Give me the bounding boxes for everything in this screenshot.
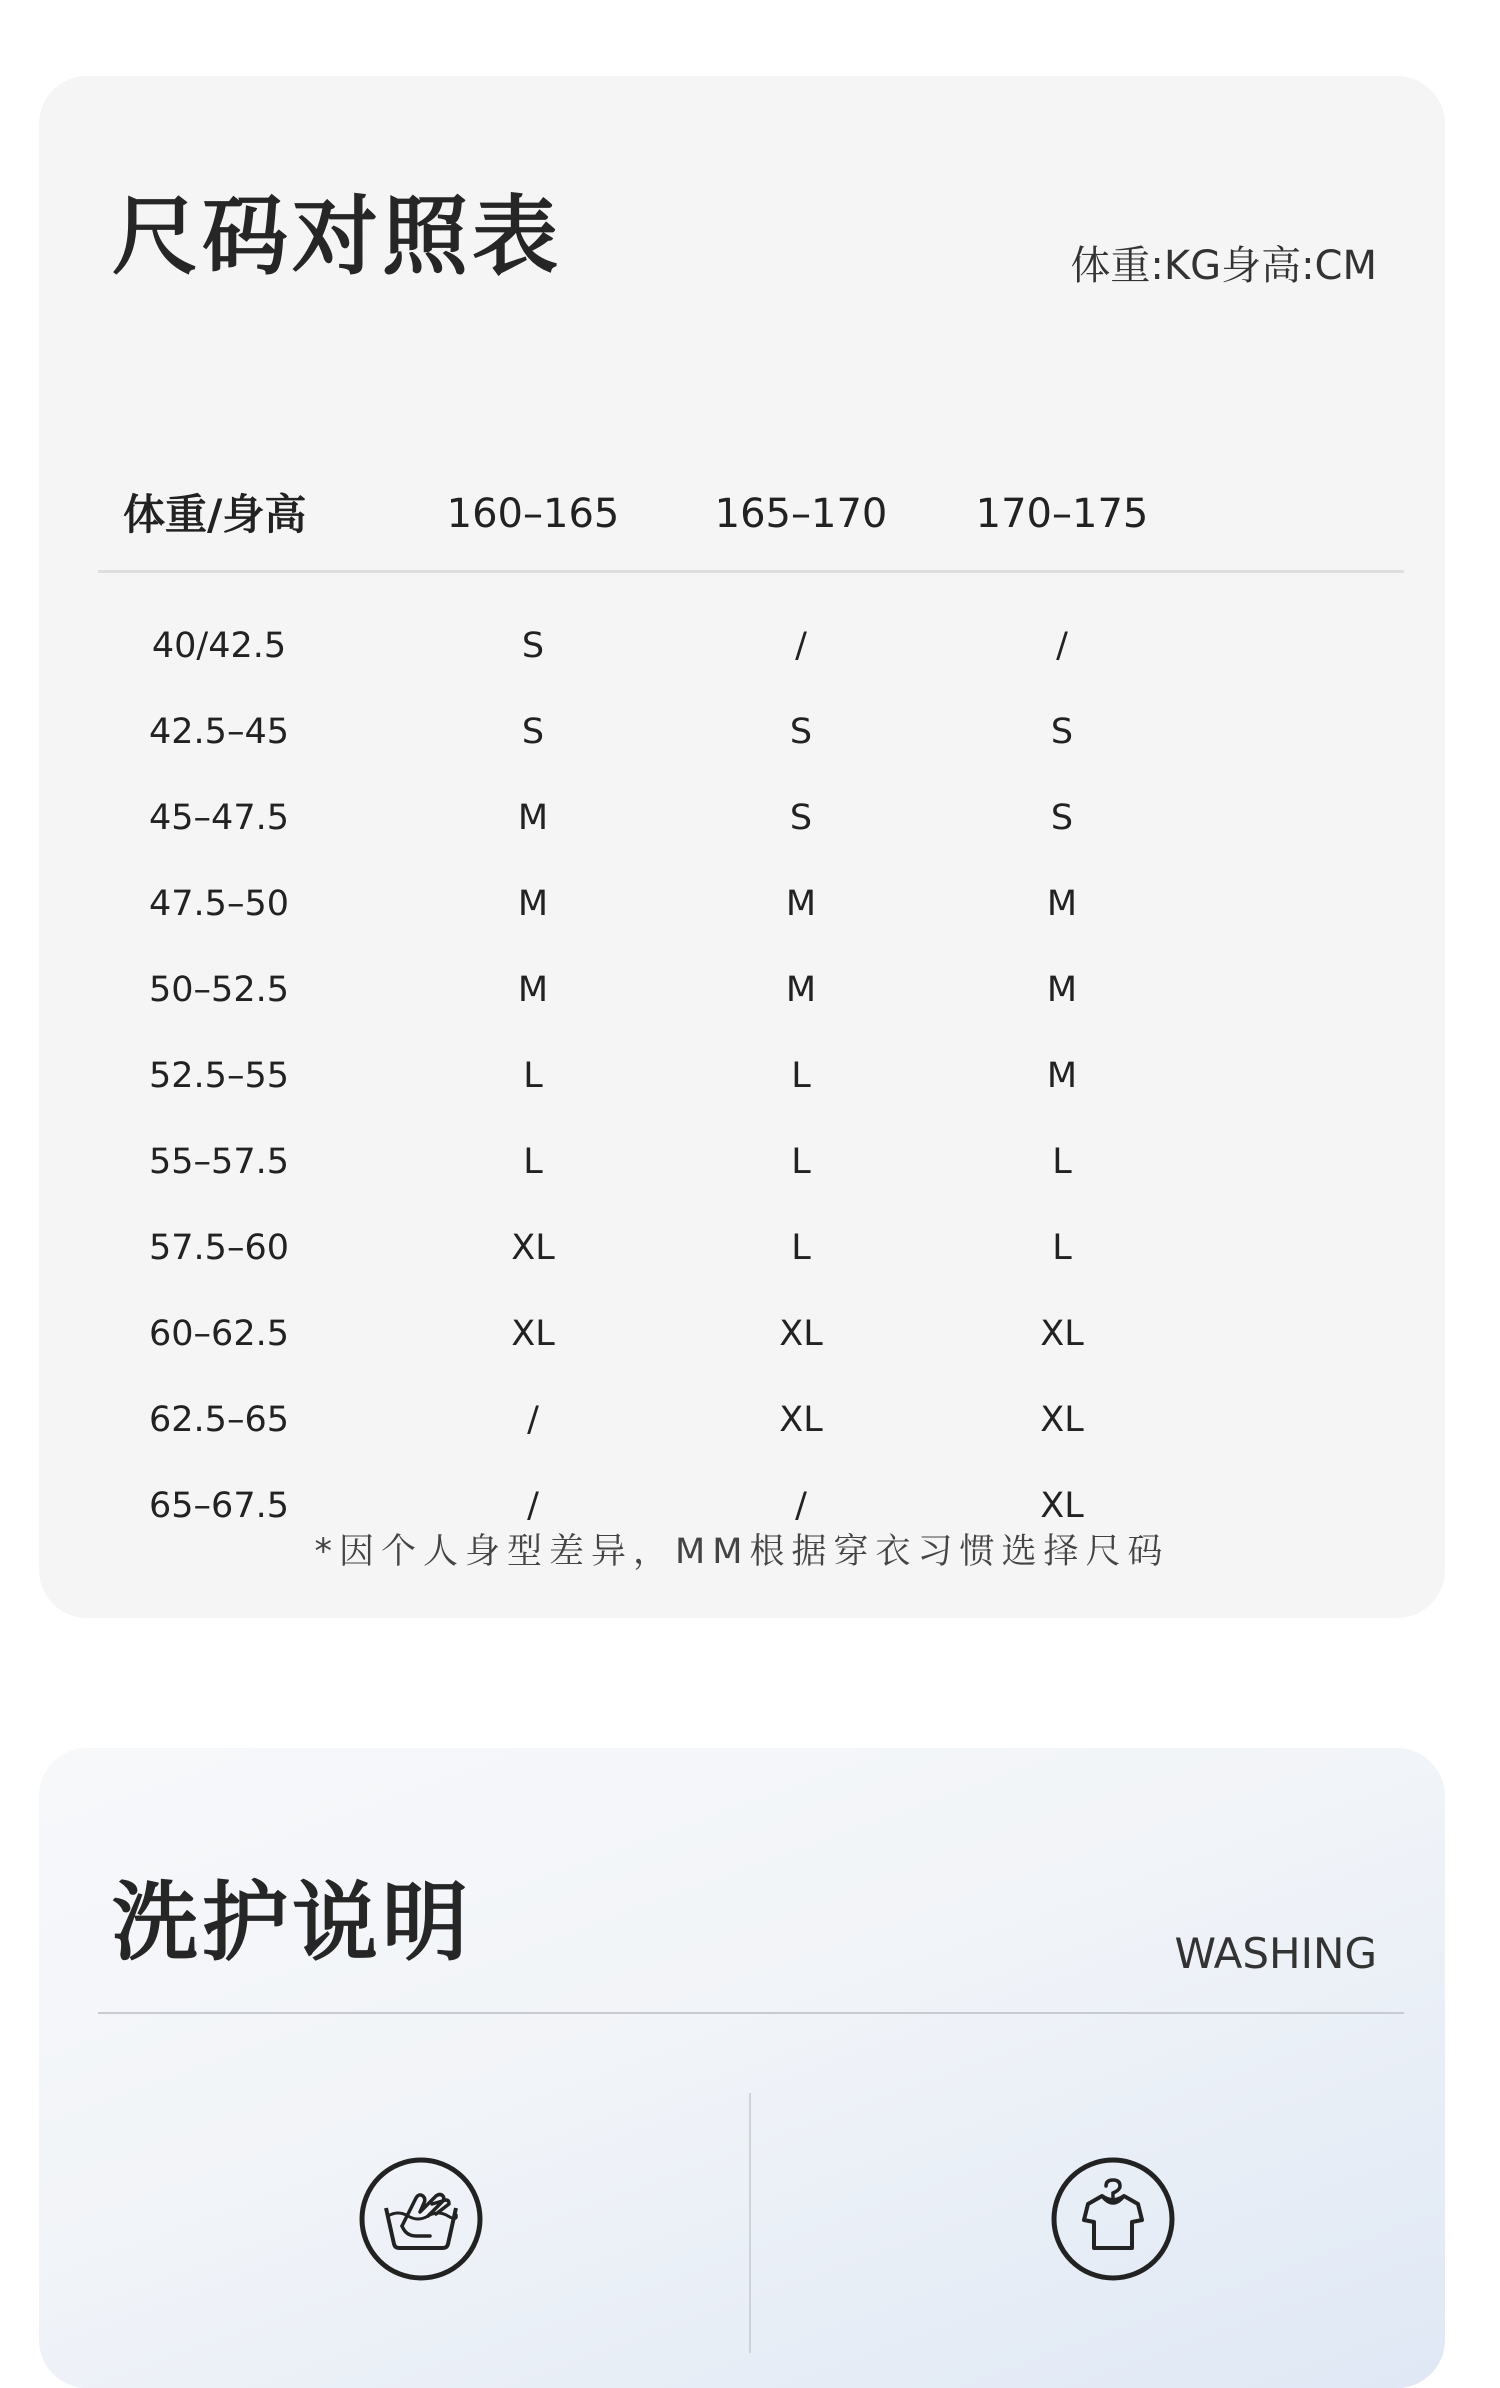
size-chart-title: 尺码对照表 (112, 187, 562, 287)
size-cell: M (785, 884, 817, 924)
size-cell: / (795, 1486, 807, 1526)
weight-cell: 65–67.5 (149, 1486, 289, 1526)
size-cell: XL (511, 1314, 555, 1354)
weight-cell: 50–52.5 (149, 970, 289, 1010)
size-cell: M (517, 798, 549, 838)
table-row (39, 1056, 1445, 1145)
size-cell: M (1046, 1056, 1078, 1096)
size-chart-card (39, 76, 1445, 1618)
size-cell: / (795, 626, 807, 666)
weight-cell: 42.5–45 (149, 712, 289, 752)
header-divider (98, 570, 1404, 573)
size-cell: L (523, 1142, 543, 1182)
size-cell: L (791, 1142, 811, 1182)
size-cell: XL (779, 1314, 823, 1354)
size-cell: / (527, 1400, 539, 1440)
size-table (39, 76, 1445, 1618)
weight-cell: 55–57.5 (149, 1142, 289, 1182)
size-cell: S (1050, 798, 1074, 838)
size-cell: L (791, 1228, 811, 1268)
table-row (39, 970, 1445, 1059)
table-row (39, 1228, 1445, 1317)
size-cell: S (521, 712, 545, 752)
size-cell: XL (779, 1400, 823, 1440)
washing-divider (98, 2012, 1404, 2014)
weight-cell: 57.5–60 (149, 1228, 289, 1268)
header-height-165-170: 165–170 (714, 491, 888, 537)
size-cell: L (523, 1056, 543, 1096)
size-cell: L (1052, 1228, 1072, 1268)
hand-wash-icon (358, 2156, 484, 2282)
table-row (39, 1142, 1445, 1231)
header-weight-height: 体重/身高 (123, 490, 307, 539)
header-height-170-175: 170–175 (975, 491, 1149, 537)
size-cell: XL (1040, 1400, 1084, 1440)
weight-cell: 52.5–55 (149, 1056, 289, 1096)
washing-card (39, 1748, 1445, 2388)
size-cell: S (789, 798, 813, 838)
weight-cell: 60–62.5 (149, 1314, 289, 1354)
washing-subtitle: WASHING (1174, 1929, 1377, 1978)
size-cell: XL (1040, 1314, 1084, 1354)
table-row (39, 712, 1445, 801)
size-cell: S (1050, 712, 1074, 752)
weight-cell: 47.5–50 (149, 884, 289, 924)
icon-column-divider (749, 2093, 751, 2353)
table-row (39, 798, 1445, 887)
unit-note: 体重:KG身高:CM (1070, 243, 1377, 289)
size-cell: M (517, 884, 549, 924)
table-row (39, 884, 1445, 973)
hang-dry-icon (1050, 2156, 1176, 2282)
size-cell: XL (511, 1228, 555, 1268)
header-height-160-165: 160–165 (446, 491, 620, 537)
table-row (39, 626, 1445, 715)
size-cell: L (791, 1056, 811, 1096)
size-cell: XL (1040, 1486, 1084, 1526)
size-footnote: *因个人身型差异，MM根据穿衣习惯选择尺码 (314, 1532, 1170, 1572)
size-cell: S (521, 626, 545, 666)
size-cell: M (1046, 970, 1078, 1010)
size-cell: / (527, 1486, 539, 1526)
size-cell: M (517, 970, 549, 1010)
weight-cell: 62.5–65 (149, 1400, 289, 1440)
size-cell: / (1056, 626, 1068, 666)
size-cell: S (789, 712, 813, 752)
weight-cell: 40/42.5 (151, 626, 287, 666)
washing-title: 洗护说明 (112, 1873, 472, 1973)
weight-cell: 45–47.5 (149, 798, 289, 838)
size-cell: L (1052, 1142, 1072, 1182)
table-row (39, 1314, 1445, 1403)
table-row (39, 1400, 1445, 1489)
size-cell: M (785, 970, 817, 1010)
size-cell: M (1046, 884, 1078, 924)
